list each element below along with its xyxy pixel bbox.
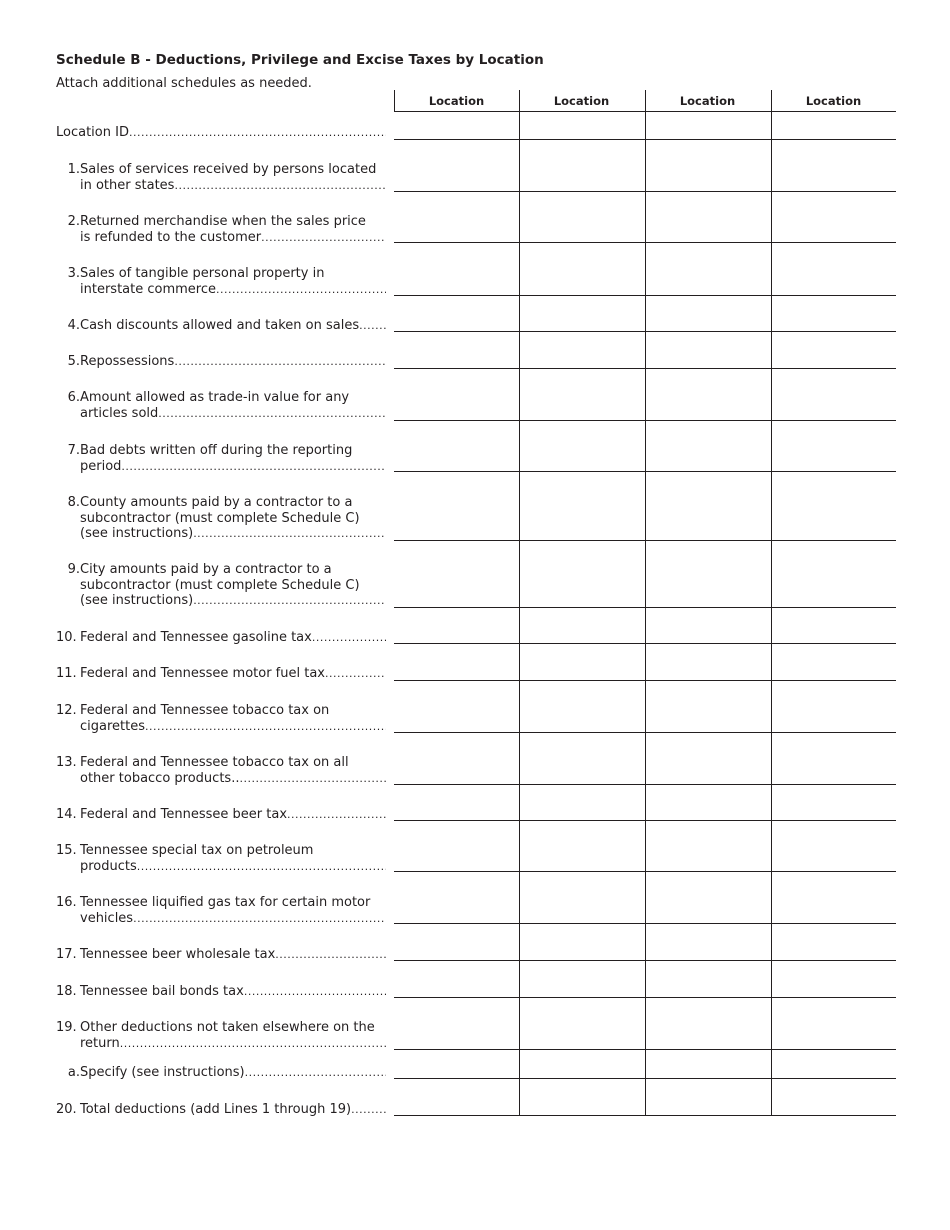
line-label: [56, 895, 386, 926]
amount-cell[interactable]: [395, 421, 519, 471]
line-label: [56, 807, 386, 823]
line-number: 10.: [56, 630, 77, 645]
leader-dots: [261, 230, 386, 246]
line-label: [56, 318, 386, 334]
line-number: 20.: [56, 1102, 77, 1117]
leader-dots: [325, 666, 386, 682]
amount-cell[interactable]: [646, 421, 771, 471]
line-text: Federal and Tennessee tobacco tax on: [80, 703, 330, 718]
amount-cell[interactable]: [520, 332, 645, 368]
amount-cell[interactable]: [646, 733, 771, 784]
line-label: [56, 984, 386, 1000]
amount-cell[interactable]: [772, 369, 896, 420]
line-number: 17.: [56, 947, 77, 962]
line-label: [56, 162, 386, 193]
line-text: Federal and Tennessee motor fuel tax: [80, 666, 326, 681]
leader-dots: [174, 354, 386, 370]
line-text: Repossessions: [80, 354, 175, 369]
amount-cell[interactable]: [395, 296, 519, 331]
line-number: 16.: [56, 895, 77, 910]
line-text: (see instructions): [80, 526, 194, 541]
line-number: a.: [67, 1065, 80, 1080]
line-label: [56, 562, 386, 609]
line-number: 7.: [67, 443, 80, 458]
amount-cell[interactable]: [395, 332, 519, 368]
amount-cell[interactable]: [646, 681, 771, 732]
line-text: Tennessee liquified gas tax for certain motor: [80, 895, 371, 910]
amount-cell[interactable]: [772, 332, 896, 368]
amount-cell[interactable]: [520, 1079, 645, 1115]
column-divider: [394, 90, 395, 111]
amount-cell[interactable]: [646, 296, 771, 331]
line-label: [56, 390, 386, 421]
line-text: Federal and Tennessee gasoline tax: [80, 630, 312, 645]
leader-dots: [287, 807, 386, 823]
line-number: 15.: [56, 843, 77, 858]
line-text: Location ID: [56, 125, 129, 140]
amount-cell[interactable]: [646, 608, 771, 643]
amount-cell[interactable]: [520, 733, 645, 784]
line-text: Sales of tangible personal property in: [80, 266, 325, 281]
line-text: cigarettes: [80, 718, 145, 734]
amount-cell[interactable]: [520, 608, 645, 643]
amount-cell[interactable]: [520, 998, 645, 1049]
line-text: Tennessee beer wholesale tax: [80, 947, 276, 962]
line-label: [56, 843, 386, 874]
leader-dots: [174, 178, 386, 194]
page-title: Schedule B - Deductions, Privilege and Excise Taxes by Location: [56, 52, 544, 68]
line-text: Specify (see instructions): [80, 1065, 245, 1080]
amount-cell[interactable]: [520, 472, 645, 540]
line-text: Other deductions not taken elsewhere on the: [80, 1020, 375, 1035]
amount-cell[interactable]: [520, 192, 645, 242]
amount-cell[interactable]: [772, 1079, 896, 1115]
amount-cell[interactable]: [520, 243, 645, 295]
amount-cell[interactable]: [646, 821, 771, 871]
amount-cell[interactable]: [395, 192, 519, 242]
leader-dots: [239, 771, 386, 787]
line-number: 13.: [56, 755, 77, 770]
line-number: 6.: [67, 390, 80, 405]
amount-cell[interactable]: [520, 140, 645, 191]
leader-dots: [244, 984, 386, 1000]
leader-dots: [137, 859, 386, 875]
amount-cell[interactable]: [646, 872, 771, 923]
amount-cell[interactable]: [520, 872, 645, 923]
amount-cell[interactable]: [395, 1050, 519, 1078]
amount-cell[interactable]: [772, 924, 896, 960]
leader-dots: [312, 630, 386, 646]
line-text: is refunded to the customer: [80, 229, 262, 245]
amount-cell[interactable]: [395, 541, 519, 607]
leader-dots: [216, 282, 386, 298]
amount-cell[interactable]: [520, 681, 645, 732]
line-label: [56, 1065, 386, 1081]
leader-dots: [351, 1102, 386, 1118]
amount-cell[interactable]: [646, 644, 771, 680]
line-text: Returned merchandise when the sales price: [80, 214, 366, 229]
line-label: [56, 630, 386, 646]
line-label: [56, 1020, 386, 1051]
amount-cell[interactable]: [395, 608, 519, 643]
amount-cell[interactable]: [395, 369, 519, 420]
amount-cell[interactable]: [646, 369, 771, 420]
amount-cell[interactable]: [772, 243, 896, 295]
column-header-location-4: Location: [805, 94, 862, 108]
amount-cell[interactable]: [520, 421, 645, 471]
amount-cell[interactable]: [646, 332, 771, 368]
line-text: in other states: [80, 177, 175, 193]
column-header-location-3: Location: [679, 94, 736, 108]
amount-cell[interactable]: [646, 541, 771, 607]
amount-cell[interactable]: [772, 998, 896, 1049]
line-text: Amount allowed as trade-in value for any: [80, 390, 350, 405]
line-text: Cash discounts allowed and taken on sales: [80, 318, 360, 333]
line-label: [56, 266, 386, 297]
line-label: [56, 214, 386, 245]
line-number: 18.: [56, 984, 77, 999]
line-number: 11.: [56, 666, 77, 681]
amount-cell[interactable]: [395, 924, 519, 960]
line-number: 19.: [56, 1020, 77, 1035]
line-text: other tobacco products..: [80, 770, 240, 786]
amount-cell[interactable]: [772, 421, 896, 471]
line-label: [56, 354, 386, 370]
amount-cell[interactable]: [646, 998, 771, 1049]
line-text: (see instructions): [80, 593, 194, 608]
amount-cell[interactable]: [395, 472, 519, 540]
amount-cell[interactable]: [646, 1079, 771, 1115]
line-text: Tennessee special tax on petroleum: [80, 843, 314, 858]
leader-dots: [145, 719, 386, 735]
line-number: 9.: [67, 562, 80, 577]
line-number: 5.: [67, 354, 80, 369]
line-text: Sales of services received by persons located: [80, 162, 377, 177]
line-number: 2.: [67, 214, 80, 229]
line-text: County amounts paid by a contractor to a: [80, 495, 353, 510]
amount-cell[interactable]: [772, 785, 896, 820]
line-label: [56, 666, 386, 682]
location-id-cell[interactable]: [772, 112, 896, 139]
amount-cell[interactable]: [520, 961, 645, 997]
leader-dots: [193, 593, 386, 609]
line-number: 8.: [67, 495, 80, 510]
amount-cell[interactable]: [520, 785, 645, 820]
leader-dots: [193, 526, 386, 542]
amount-cell[interactable]: [772, 541, 896, 607]
line-text: Federal and Tennessee tobacco tax on all: [80, 755, 349, 770]
line-text: Bad debts written off during the reporting: [80, 443, 353, 458]
amount-cell[interactable]: [520, 821, 645, 871]
amount-cell[interactable]: [395, 821, 519, 871]
amount-cell[interactable]: [646, 243, 771, 295]
amount-cell[interactable]: [520, 369, 645, 420]
location-id-cell[interactable]: [646, 112, 771, 139]
page-subtitle: Attach additional schedules as needed.: [56, 76, 312, 91]
amount-cell[interactable]: [395, 140, 519, 191]
leader-dots: [158, 406, 386, 422]
leader-dots: [133, 911, 386, 927]
line-number: 1.: [67, 162, 80, 177]
amount-cell[interactable]: [395, 681, 519, 732]
amount-cell[interactable]: [520, 541, 645, 607]
amount-cell[interactable]: [395, 872, 519, 923]
line-text: vehicles: [80, 910, 134, 926]
amount-cell[interactable]: [520, 644, 645, 680]
line-number: 3.: [67, 266, 80, 281]
amount-cell[interactable]: [395, 644, 519, 680]
location-id-cell[interactable]: [520, 112, 645, 139]
amount-cell[interactable]: [646, 785, 771, 820]
amount-cell[interactable]: [772, 472, 896, 540]
line-label: [56, 443, 386, 474]
line-label: [56, 947, 386, 963]
amount-cell[interactable]: [395, 243, 519, 295]
amount-cell[interactable]: [646, 192, 771, 242]
line-label: [56, 495, 386, 542]
amount-cell[interactable]: [772, 140, 896, 191]
amount-cell[interactable]: [772, 733, 896, 784]
line-text: Federal and Tennessee beer tax: [80, 807, 288, 822]
amount-cell[interactable]: [520, 924, 645, 960]
line-text: return: [80, 1035, 120, 1051]
line-number: 4.: [67, 318, 80, 333]
amount-cell[interactable]: [772, 821, 896, 871]
line-text: products: [80, 858, 137, 874]
line-text: City amounts paid by a contractor to a: [80, 562, 332, 577]
amount-cell[interactable]: [772, 872, 896, 923]
amount-cell[interactable]: [395, 785, 519, 820]
amount-cell[interactable]: [772, 192, 896, 242]
amount-cell[interactable]: [646, 924, 771, 960]
line-label: [56, 703, 386, 734]
amount-cell[interactable]: [772, 961, 896, 997]
line-text: period: [80, 458, 122, 474]
amount-cell[interactable]: [646, 140, 771, 191]
line-text: interstate commerce: [80, 281, 216, 297]
amount-cell[interactable]: [772, 608, 896, 643]
line-label: [56, 1102, 386, 1118]
amount-cell[interactable]: [646, 961, 771, 997]
column-header-location-2: Location: [553, 94, 610, 108]
line-number: 14.: [56, 807, 77, 822]
amount-cell[interactable]: [520, 1050, 645, 1078]
line-text: Total deductions (add Lines 1 through 19): [80, 1102, 352, 1117]
amount-cell[interactable]: [395, 733, 519, 784]
amount-cell[interactable]: [395, 1079, 519, 1115]
amount-cell[interactable]: [520, 296, 645, 331]
amount-cell[interactable]: [772, 296, 896, 331]
leader-dots: [120, 1036, 386, 1052]
line-text: subcontractor (must complete Schedule C): [80, 577, 360, 593]
line-text: Tennessee bail bonds tax: [80, 984, 244, 999]
leader-dots: [359, 318, 386, 334]
amount-cell[interactable]: [772, 681, 896, 732]
amount-cell[interactable]: [395, 998, 519, 1049]
amount-cell[interactable]: [772, 1050, 896, 1078]
line-label: [56, 755, 386, 786]
column-header-location-1: Location: [428, 94, 485, 108]
line-number: 12.: [56, 703, 77, 718]
amount-cell[interactable]: [772, 644, 896, 680]
location-id-cell[interactable]: [395, 112, 519, 139]
row-line: [394, 1115, 896, 1116]
leader-dots: [275, 947, 386, 963]
amount-cell[interactable]: [395, 961, 519, 997]
line-label: [56, 125, 386, 141]
leader-dots: [245, 1065, 386, 1081]
leader-dots: [129, 125, 386, 141]
line-text: articles sold: [80, 405, 159, 421]
amount-cell[interactable]: [646, 472, 771, 540]
leader-dots: [121, 459, 386, 475]
amount-cell[interactable]: [646, 1050, 771, 1078]
line-text: subcontractor (must complete Schedule C): [80, 510, 360, 526]
